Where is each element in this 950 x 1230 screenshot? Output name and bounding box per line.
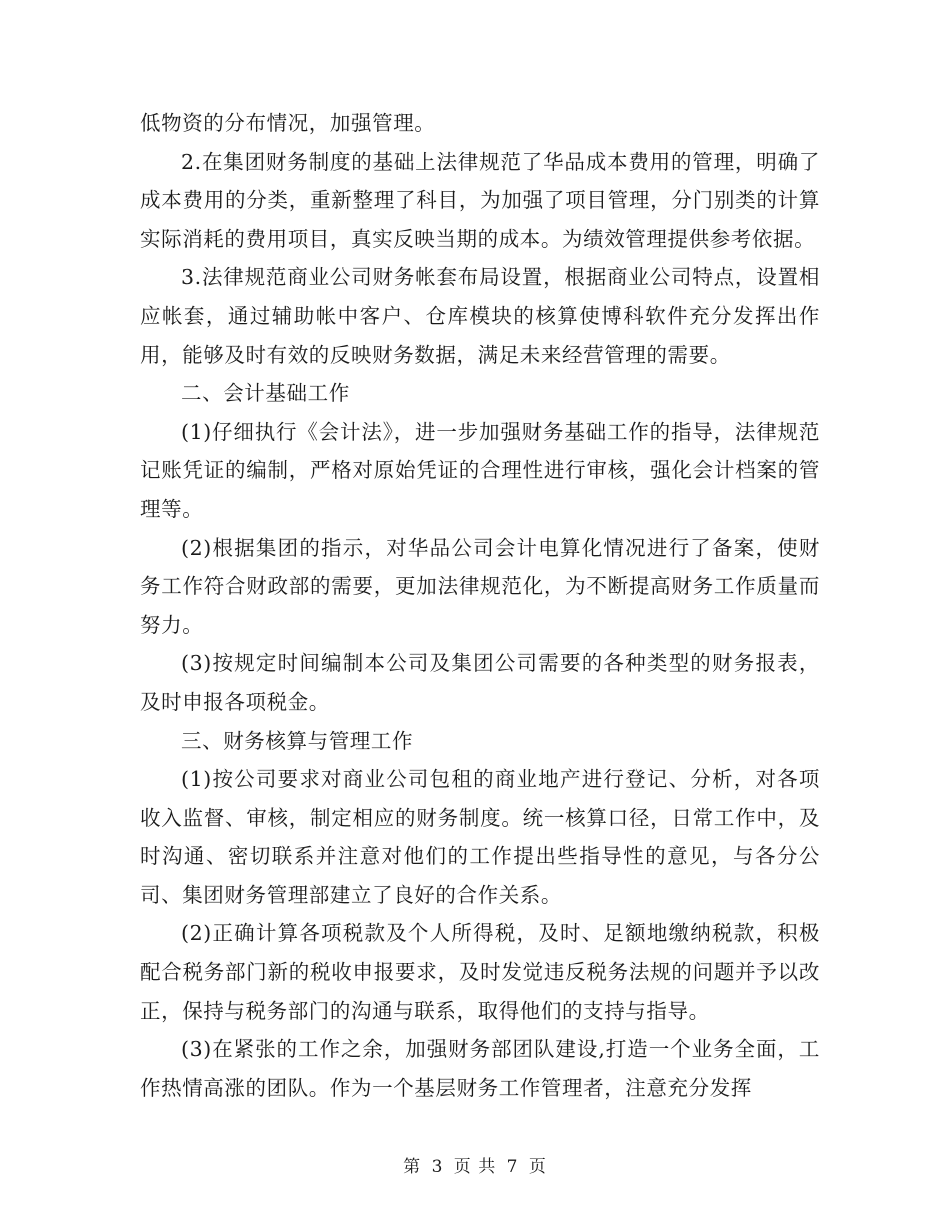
- section-heading-financial-accounting: 三、财务核算与管理工作: [181, 728, 414, 753]
- document-body: [140, 104, 820, 1107]
- paragraph-accounting-3: (3)按规定时间编制本公司及集团公司需要的各种类型的财务报表，及时申报各项税金。: [140, 651, 820, 714]
- paragraph-item-3: 3.法律规范商业公司财务帐套布局设置，根据商业公司特点，设置相应帐套，通过辅助帐中客户、仓库模块的核算使博科软件充分发挥出作用，能够及时有效的反映财务数据，满足未来经营管理的需要。: [140, 265, 820, 367]
- footer-prefix: 第: [403, 1157, 422, 1177]
- paragraph-financial-2: (2)正确计算各项税款及个人所得税，及时、足额地缴纳税款，积极配合税务部门新的税收申报要求，及时发觉违反税务法规的问题并予以改正，保持与税务部门的沟通与联系，取得他们的支持与指导。: [140, 921, 820, 1023]
- footer-current-page: 3: [431, 1157, 444, 1177]
- footer-middle: 页 共: [453, 1157, 497, 1177]
- paragraph-accounting-2: (2)根据集团的指示，对华品公司会计电算化情况进行了备案，使财务工作符合财政部的需要，更加法律规范化，为不断提高财务工作质量而努力。: [140, 535, 820, 637]
- page-footer: [0, 1152, 950, 1177]
- paragraph-accounting-1: (1)仔细执行《会计法》，进一步加强财务基础工作的指导，法律规范记账凭证的编制，严格对原始凭证的合理性进行审核，强化会计档案的管理等。: [140, 419, 820, 521]
- paragraph-continuation: 低物资的分布情况，加强管理。: [140, 111, 436, 135]
- footer-total-pages: 7: [506, 1157, 519, 1177]
- paragraph-financial-1: (1)按公司要求对商业公司包租的商业地产进行登记、分析，对各项收入监督、审核，制定相应的财务制度。统一核算口径，日常工作中，及时沟通、密切联系并注意对他们的工作提出些指导性的意见，与各分公司、集团财务管理部建立了良好的合作关系。: [140, 767, 820, 907]
- paragraph-financial-3: (3)在紧张的工作之余，加强财务部团队建设,打造一个业务全面，工作热情高涨的团队。作为一个基层财务工作管理者，注意充分发挥: [140, 1037, 820, 1100]
- section-heading-accounting-basics: 二、会计基础工作: [181, 381, 350, 406]
- paragraph-item-2: 2.在集团财务制度的基础上法律规范了华品成本费用的管理，明确了成本费用的分类，重新整理了科目，为加强了项目管理，分门别类的计算实际消耗的费用项目，真实反映当期的成本。为绩效管理提供参考依据。: [140, 149, 820, 251]
- footer-suffix: 页: [528, 1157, 547, 1177]
